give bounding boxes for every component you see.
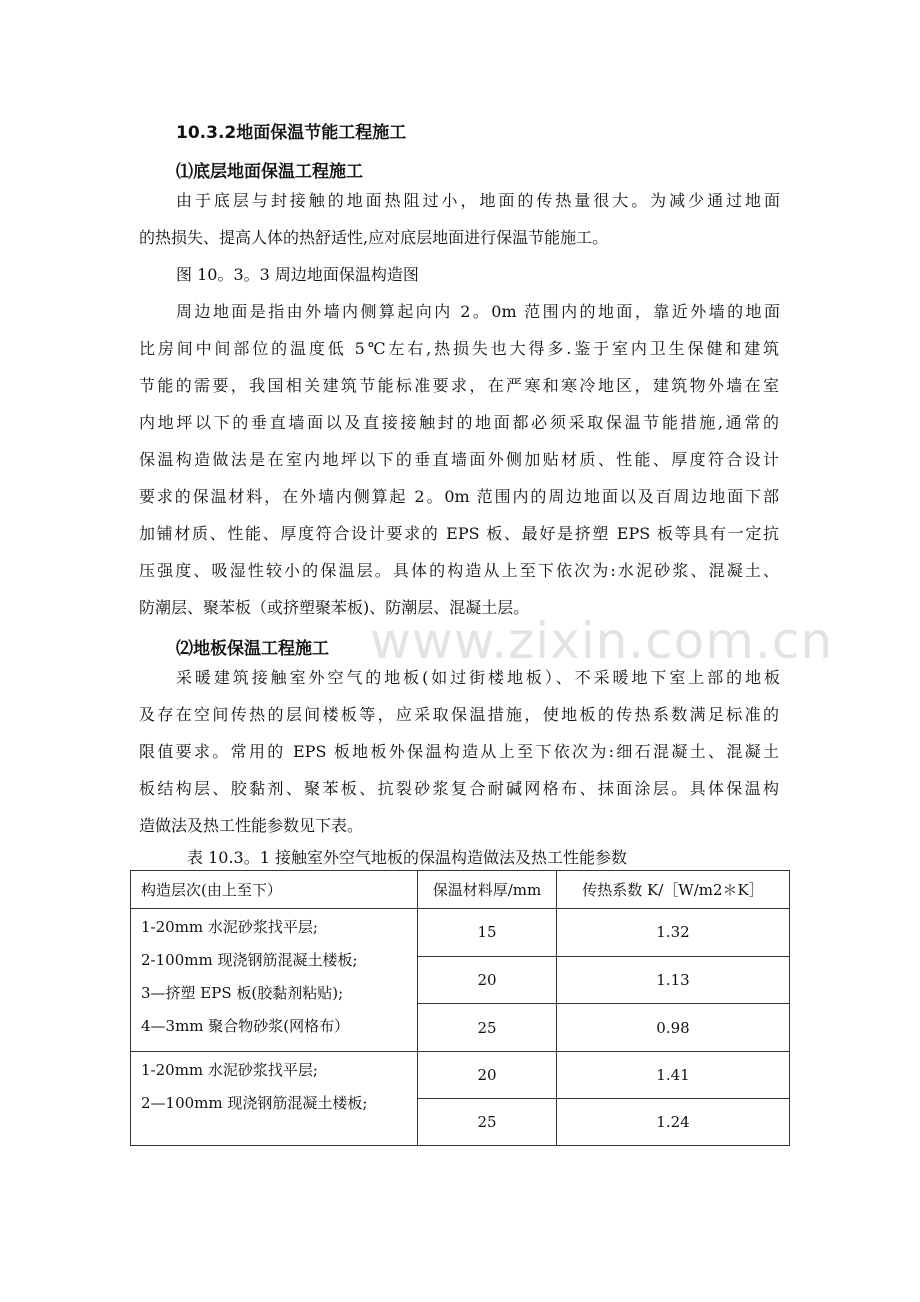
paragraph-line: 要求的保温材料，在外墙内侧算起 2。0m 范围内的周边地面以及百周边地面下部 — [139, 487, 779, 506]
thickness-cell: 25 — [418, 1099, 557, 1146]
layer-text: 2-100mm 现浇钢筋混凝土楼板; — [141, 950, 358, 969]
paragraph-line: 采暖建筑接触室外空气的地板(如过街楼地板）、不采暖地下室上部的地板 — [176, 668, 780, 687]
thickness-cell: 20 — [418, 1052, 557, 1099]
paragraph-line: 造做法及热工性能参数见下表。 — [139, 816, 364, 835]
paragraph-line: 保温构造做法是在室内地坪以下的垂直墙面外侧加贴材质、性能、厚度符合设计 — [139, 450, 779, 469]
header-layers: 构造层次(由上至下） — [131, 871, 418, 909]
k-value-cell: 1.24 — [557, 1099, 790, 1146]
paragraph-line: 加铺材质、性能、厚度符合设计要求的 EPS 板、最好是挤塑 EPS 板等具有一定抗 — [139, 524, 779, 543]
header-thickness: 保温材料厚/mm — [418, 871, 557, 909]
paragraph-line: 周边地面是指由外墙内侧算起向内 2。0m 范围内的地面，靠近外墙的地面 — [176, 302, 780, 321]
paragraph-line: 比房间中间部位的温度低 5℃左右,热损失也大得多.鉴于室内卫生保健和建筑 — [139, 339, 779, 358]
k-value-cell: 1.13 — [557, 956, 790, 1004]
table-header-row — [131, 871, 790, 909]
layer-text: 4—3mm 聚合物砂浆(网格布） — [141, 1016, 350, 1035]
paragraph-line: 限值要求。常用的 EPS 板地板外保温构造从上至下依次为:细石混凝土、混凝土 — [139, 742, 779, 761]
paragraph-line: 的热损失、提高人体的热舒适性,应对底层地面进行保温节能施工。 — [139, 228, 609, 247]
k-value-cell: 0.98 — [557, 1004, 790, 1052]
table-row — [131, 908, 790, 956]
watermark: www.zixin.com.cn — [370, 612, 834, 670]
table-caption: 表 10.3。1 接触室外空气地板的保温构造做法及热工性能参数 — [187, 848, 627, 867]
thickness-cell: 20 — [418, 956, 557, 1004]
paragraph-line: 压强度、吸湿性较小的保温层。具体的构造从上至下依次为:水泥砂浆、混凝土、 — [139, 561, 779, 580]
thickness-cell: 25 — [418, 1004, 557, 1052]
thickness-cell: 15 — [418, 908, 557, 956]
paragraph-line: 防潮层、聚苯板（或挤塑聚苯板)、防潮层、混凝土层。 — [139, 598, 530, 617]
insulation-spec-table — [130, 870, 790, 1146]
header-k-value: 传热系数 K/［W/m2＊K］ — [557, 871, 790, 909]
paragraph-line: 节能的需要，我国相关建筑节能标准要求，在严寒和寒冷地区，建筑物外墙在室 — [139, 376, 779, 395]
subheading-floor-slab: ⑵地板保温工程施工 — [176, 639, 329, 659]
paragraph-line: 内地坪以下的垂直墙面以及直接接触封的地面都必须采取保温节能措施,通常的 — [139, 413, 779, 432]
subheading-ground-floor: ⑴底层地面保温工程施工 — [176, 162, 363, 182]
table-row — [131, 1052, 790, 1099]
k-value-cell: 1.41 — [557, 1052, 790, 1099]
k-value-cell: 1.32 — [557, 908, 790, 956]
layers-cell-group-2 — [131, 1052, 418, 1146]
paragraph-line: 及存在空间传热的层间楼板等，应采取保温措施，使地板的传热系数满足标准的 — [139, 705, 779, 724]
layer-text: 2—100mm 现浇钢筋混凝土楼板; — [141, 1094, 368, 1113]
paragraph-line: 板结构层、胶黏剂、聚苯板、抗裂砂浆复合耐碱网格布、抹面涂层。具体保温构 — [139, 779, 779, 798]
layer-text: 1-20mm 水泥砂浆找平层; — [141, 917, 318, 936]
section-heading-10-3-2: 10.3.2地面保温节能工程施工 — [176, 123, 407, 143]
paragraph-line: 由于底层与封接触的地面热阻过小，地面的传热量很大。为减少通过地面 — [176, 191, 780, 210]
layers-cell-group-1 — [131, 908, 418, 1052]
layer-text: 3—挤塑 EPS 板(胶黏剂粘贴); — [141, 983, 344, 1002]
figure-caption: 图 10。3。3 周边地面保温构造图 — [176, 265, 419, 284]
layer-text: 1-20mm 水泥砂浆找平层; — [141, 1061, 318, 1080]
